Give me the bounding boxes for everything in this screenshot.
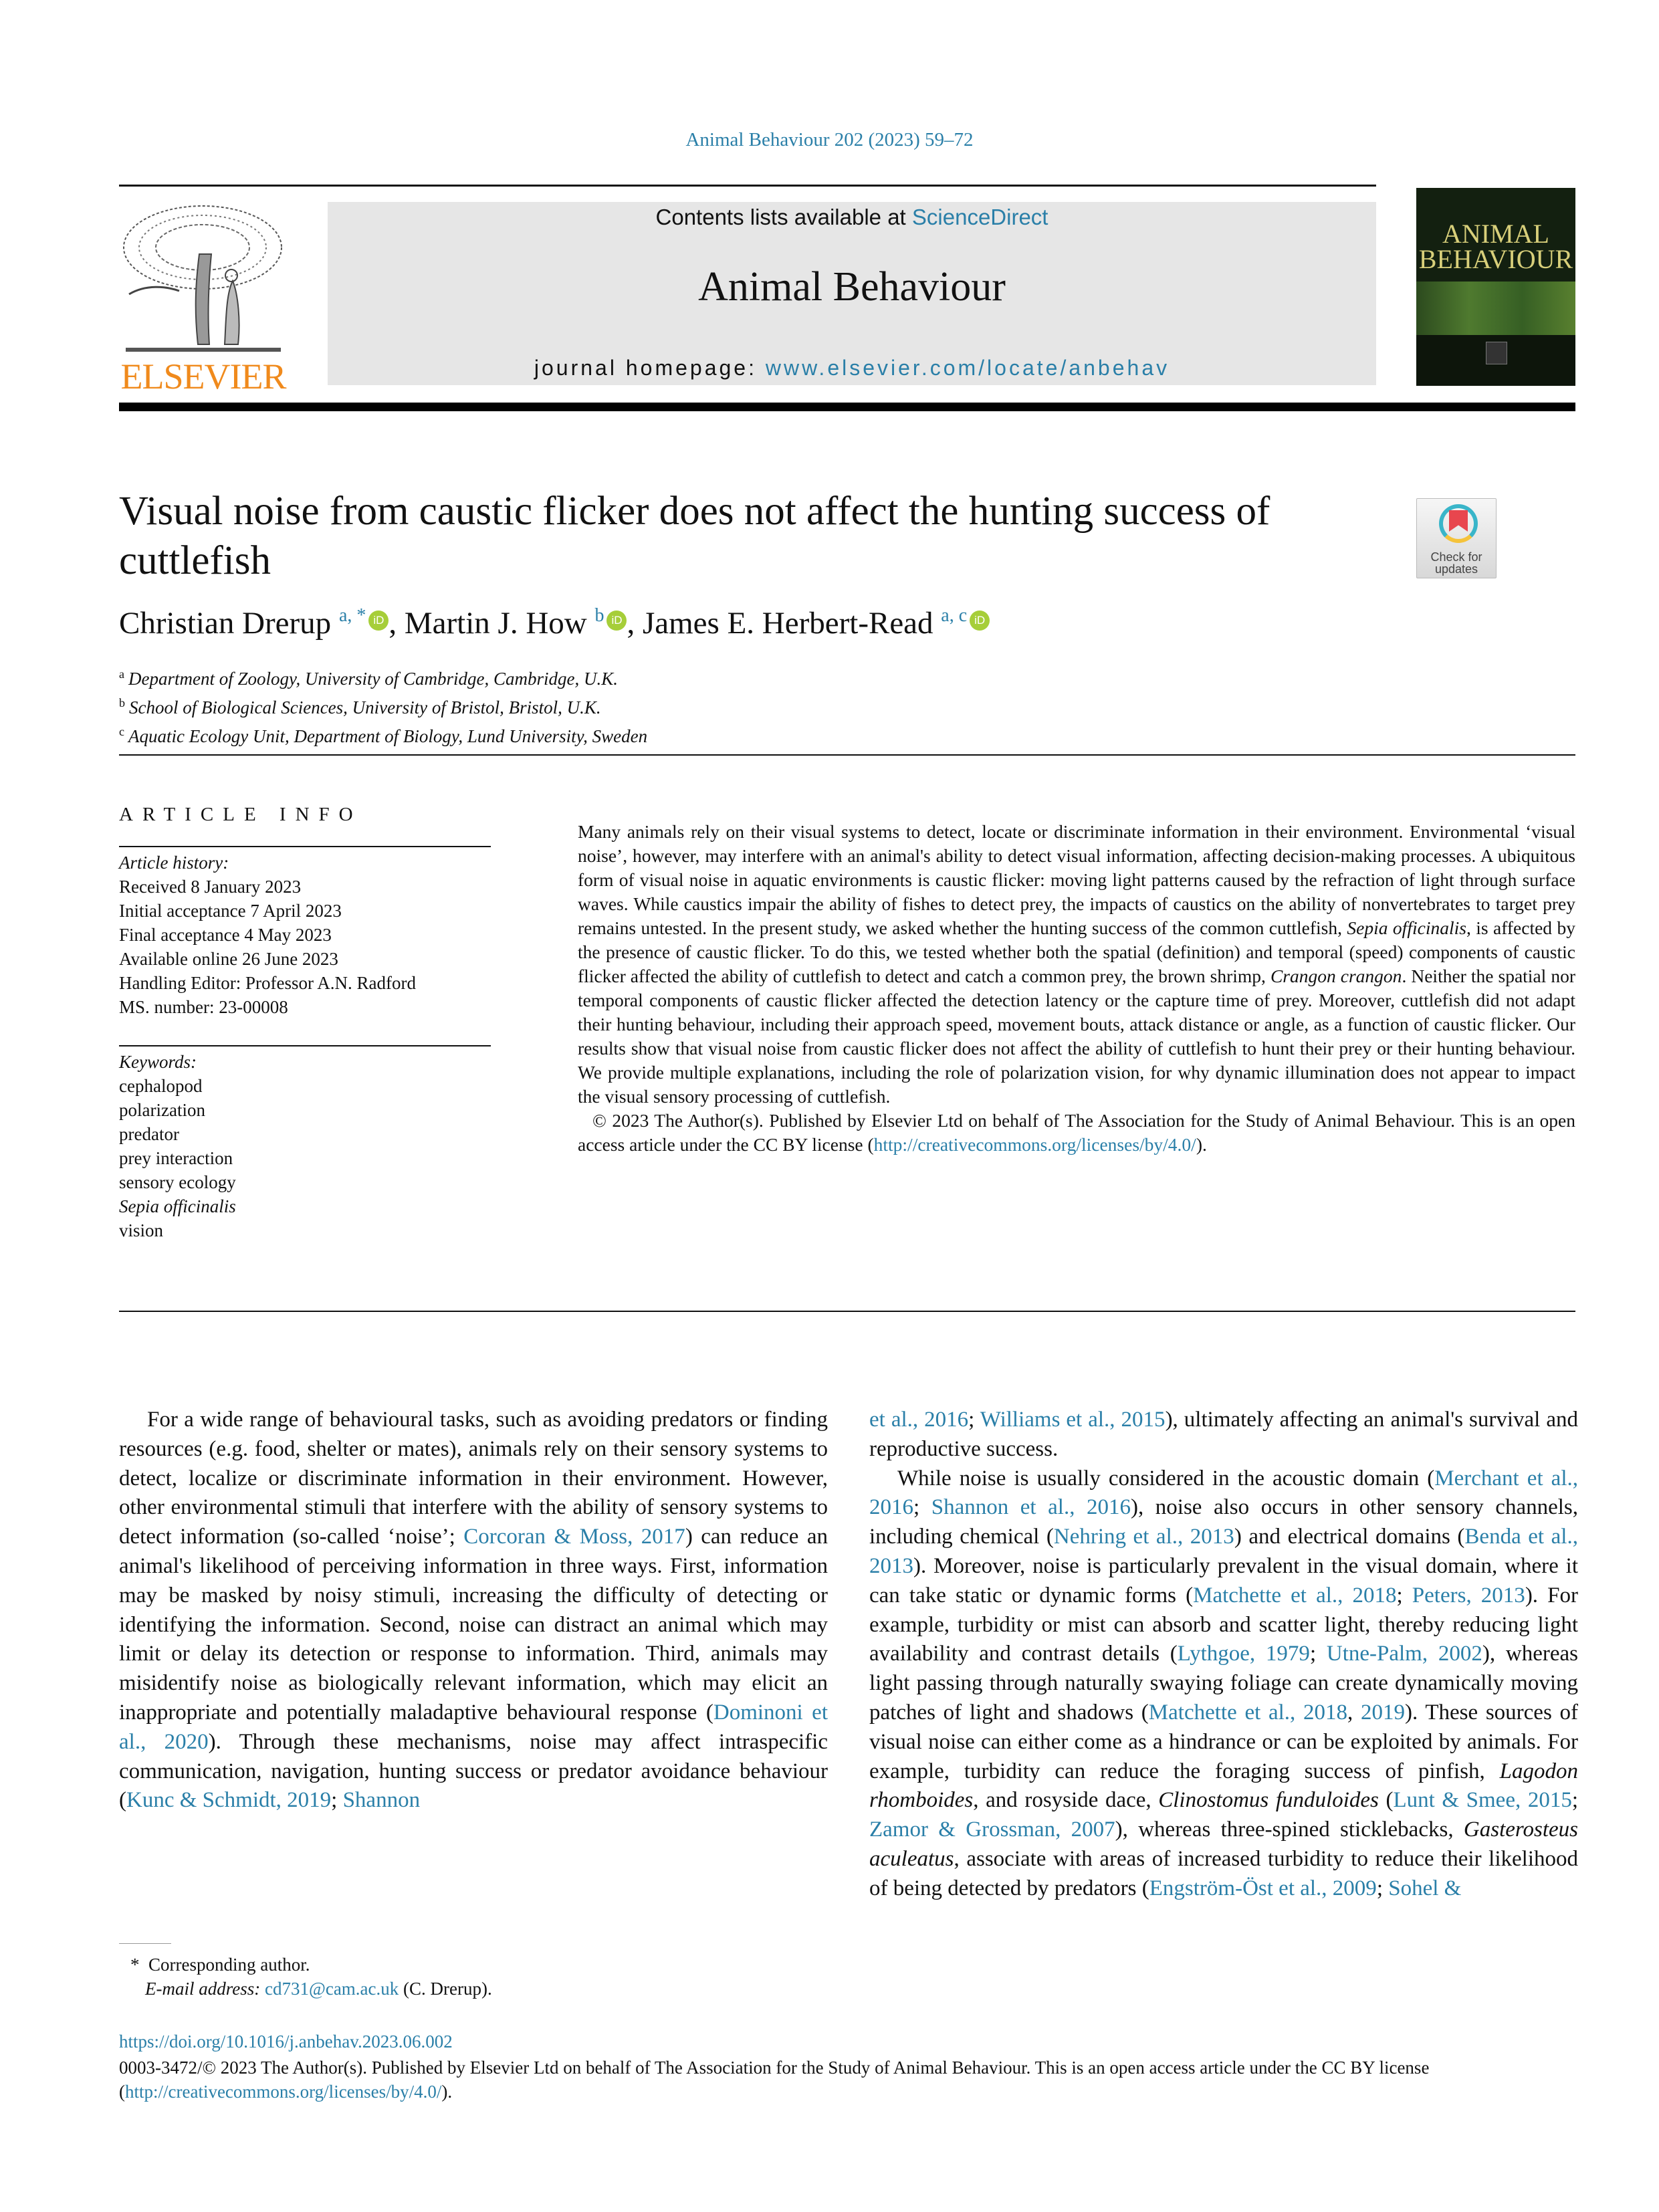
header-thick-rule [119,403,1575,411]
citation-link[interactable]: Matchette et al., 2018 [1148,1700,1347,1725]
contents-prefix: Contents lists available at [655,205,912,229]
citation-link[interactable]: Shannon [342,1788,421,1813]
history-item: Received 8 January 2023 [119,877,302,897]
citation-link[interactable]: et al., 2016 [869,1408,969,1432]
footnote-mark: * [130,1955,140,1975]
citation-link[interactable]: Lythgoe, 1979 [1177,1642,1310,1666]
orcid-icon[interactable]: iD [368,611,389,631]
orcid-icon[interactable]: iD [970,611,990,631]
elsevier-logo[interactable] [119,201,288,395]
email-owner: (C. Drerup). [399,1979,492,1999]
email-label: E-mail address: [145,1979,261,1999]
citation-link[interactable]: 2019 [1360,1700,1405,1725]
keyword: cephalopod [119,1076,203,1096]
doi-link[interactable]: https://doi.org/10.1016/j.anbehav.2023.06.002 [119,2031,453,2052]
citation-link[interactable]: Shannon et al., 2016 [931,1495,1131,1520]
body-column-left [119,1406,828,1815]
footer-license-link[interactable]: http://creativecommons.org/licenses/by/4.0/ [125,2082,442,2102]
affiliation: $^a$ Department of Zoology, University of Cambridge, Cambridge, U.K. [119,667,618,689]
check-for-updates-button[interactable] [1416,498,1497,578]
author-name[interactable]: Christian Drerup [119,606,332,641]
keyword: vision [119,1220,164,1240]
journal-homepage-link[interactable]: www.elsevier.com/locate/anbehav [765,356,1170,380]
history-item: Handling Editor: Professor A.N. Radford [119,973,416,993]
journal-masthead [328,202,1376,385]
journal-cover-image[interactable] [1416,188,1575,386]
citation-link[interactable]: Williams et al., 2015 [980,1408,1166,1432]
license-link[interactable]: http://creativecommons.org/licenses/by/4.0/ [873,1134,1196,1155]
elsevier-tree-icon [119,201,288,356]
crossmark-label: Check for updates [1430,550,1482,576]
body-paragraph: While noise is usually considered in the acoustic domain (Merchant et al., 2016; Shannon et al., 2016), noise also occurs in other sensory channels, including chemical (Nehring et al., 2013) and electrical domains (Benda et al., 2013). Moreover, noise is particularly prevalent in the visual domain, where it can take static or dynamic forms (Matchette et al., 2018; Peters, 2013). For example, turbidity or mist can absorb and scatter light, thereby reducing light availability and contrast details (Lythgoe, 1979; Utne-Palm, 2002), whereas light passing through naturally swaying foliage can create dynamically moving patches of light and shadows (Matchette et al., 2018, 2019). These sources of visual noise can either come as a hindrance or can be exploited by animals. For example, turbidity can reduce the foraging success of pinfish, Lagodon rhomboides, and rosyside dace, Clinostomus funduloides (Lunt & Smee, 2015; Zamor & Grossman, 2007), whereas three-spined sticklebacks, Gasterosteus aculeatus, associate with areas of increased turbidity to reduce their likelihood of being detected by predators (Engström-Öst et al., 2009; Sohel & [869,1466,1579,1900]
corresponding-author-footnote [130,1953,492,2001]
keyword: predator [119,1124,179,1144]
citation-link[interactable]: Benda et al., 2013 [869,1525,1578,1578]
citation-link[interactable]: Engström-Öst et al., 2009 [1149,1876,1377,1900]
email-link[interactable]: cd731@cam.ac.uk [264,1979,399,1999]
body-column-right [869,1406,1578,1904]
citation-link[interactable]: Matchette et al., 2018 [1193,1583,1397,1608]
history-item: Initial acceptance 7 April 2023 [119,901,342,921]
homepage-line [328,356,1376,380]
citation-link[interactable]: Nehring et al., 2013 [1053,1525,1234,1549]
article-info-rule [119,846,491,847]
orcid-icon[interactable]: iD [606,611,627,631]
citation-link[interactable]: Peters, 2013 [1412,1583,1525,1608]
abstract-copyright: © 2023 The Author(s). Published by Elsevier Ltd on behalf of The Association for the Study of Animal Behaviour. This is an open access article under the CC BY license (http://creativecommons.org/licenses/by/4.0/). [578,1110,1575,1155]
history-label: Article history: [119,853,229,873]
header-rule [119,185,1376,187]
article-history [119,851,416,1019]
history-item: Final acceptance 4 May 2023 [119,925,332,945]
author-affiliation-marks[interactable]: b [594,605,604,626]
author-name[interactable]: James E. Herbert-Read [642,606,933,641]
author-list: Christian Drerup $^{a, *}$ iD , Martin J. How $^b$ iD , James E. Herbert-Read $^{a, c}$ iD [119,605,990,641]
article-title: Visual noise from caustic flicker does not affect the hunting success of cuttlefish [119,489,1270,583]
affiliation: $^b$ School of Biological Sciences, University of Bristol, Bristol, U.K. [119,696,601,717]
citation-link[interactable]: Merchant et al., 2016 [869,1466,1578,1520]
keywords [119,1050,236,1242]
keyword: sensory ecology [119,1172,236,1192]
citation-link[interactable]: Lunt & Smee, 2015 [1393,1788,1572,1813]
affiliations [119,662,647,748]
affiliation: $^c$ Aquatic Ecology Unit, Department of Biology, Lund University, Sweden [119,725,648,746]
footer-copyright: 0003-3472/© 2023 The Author(s). Published by Elsevier Ltd on behalf of The Association for the Study of Animal Behaviour. This is an open access article under the CC BY license (http://creativecommons.org/licenses/by/4.0/). [119,2058,1430,2102]
journal-citation-link[interactable]: Animal Behaviour 202 (2023) 59–72 [685,129,974,150]
footnote-rule [119,1943,171,1944]
cover-jungle-band [1416,282,1575,335]
abstract [578,820,1575,1157]
citation-link[interactable]: Zamor & Grossman, 2007 [869,1817,1115,1842]
footnote-text: Corresponding author. [148,1955,310,1975]
keyword: polarization [119,1100,205,1120]
citation-link[interactable]: Sohel & [1388,1876,1462,1900]
history-item: Available online 26 June 2023 [119,949,338,969]
citation-link[interactable]: Kunc & Schmidt, 2019 [126,1788,332,1813]
cover-title: ANIMAL BEHAVIOUR [1418,219,1573,274]
contents-line [328,205,1376,230]
keyword: Sepia officinalis [119,1196,236,1216]
abstract-text: Many animals rely on their visual systems to detect, locate or discriminate information in their environment. Environmental ‘visual noise’, however, may interfere with an animal's ability to detect visual information, affecting decision-making processes. A ubiquitous form of visual noise in aquatic environments is caustic flicker: moving light patterns caused by the refraction of light through surface waves. While caustics impair the ability of fishes to detect prey, the impacts of caustics on the ability of nonvertebrates to target prey remains untested. In the present study, we asked whether the hunting success of the common cuttlefish, Sepia officinalis, is affected by the presence of caustic flicker. To do this, we tested whether both the spatial (definition) and temporal (speed) components of caustic flicker affected the ability of cuttlefish to detect and catch a common prey, the brown shrimp, Crangon crangon. Neither the spatial nor temporal components of caustic flicker affected the detection latency or the capture time of prey. Moreover, cuttlefish did not adapt their hunting behaviour, including their approach speed, movement bouts, attack distance or angle, as a function of caustic flicker. Our results show that visual noise from caustic flicker does not affect the ability of cuttlefish to hunt their prey or their hunting behaviour. We provide multiple explanations, including the role of polarization vision, for why dynamic illumination does not appear to impact the visual sensory processing of cuttlefish. [578,821,1576,1107]
keywords-label: Keywords: [119,1052,197,1072]
homepage-prefix: journal homepage: [534,356,766,380]
sciencedirect-link[interactable]: ScienceDirect [911,205,1048,229]
body-paragraph: For a wide range of behavioural tasks, such as avoiding predators or finding resources (e.g. food, shelter or mates), animals rely on their sensory systems to detect, localize or discriminate information in their environment. However, other environmental stimuli that interfere with the ability of sensory systems to detect information (so-called ‘noise’; Corcoran & Moss, 2017) can reduce an animal's likelihood of perceiving information in three ways. First, information may be masked by noisy stimuli, increasing the difficulty of detecting or identifying the information. Second, noise can distract an animal which may limit or delay its detection or response to information. Third, animals may misidentify noise as biologically relevant information, which may elicit an inappropriate and potentially maladaptive behavioural response (Dominoni et al., 2020). Through these mechanisms, noise may affect intraspecific communication, navigation, hunting success or predator avoidance behaviour (Kunc & Schmidt, 2019; Shannon [119,1408,828,1813]
author-name[interactable]: Martin J. How [404,606,587,641]
author-affiliation-marks[interactable]: a, * [338,605,366,626]
section-rule [119,754,1575,756]
abstract-rule [119,1311,1575,1312]
article-info-heading: ARTICLE INFO [119,804,362,825]
keywords-rule [119,1045,491,1046]
citation-link[interactable]: Dominoni et al., 2020 [119,1700,828,1754]
keyword: prey interaction [119,1148,233,1168]
citation-link[interactable]: Corcoran & Moss, 2017 [463,1525,685,1549]
body-paragraph: et al., 2016; Williams et al., 2015), ultimately affecting an animal's survival and reproductive success. [869,1408,1579,1461]
cover-elsevier-icon [1486,342,1507,364]
journal-name: Animal Behaviour [698,264,1006,310]
elsevier-wordmark: ELSEVIER [120,356,286,397]
author-affiliation-marks[interactable]: a, c [941,605,968,626]
history-item: MS. number: 23-00008 [119,997,288,1017]
citation-link[interactable]: Utne-Palm, 2002 [1326,1642,1482,1666]
